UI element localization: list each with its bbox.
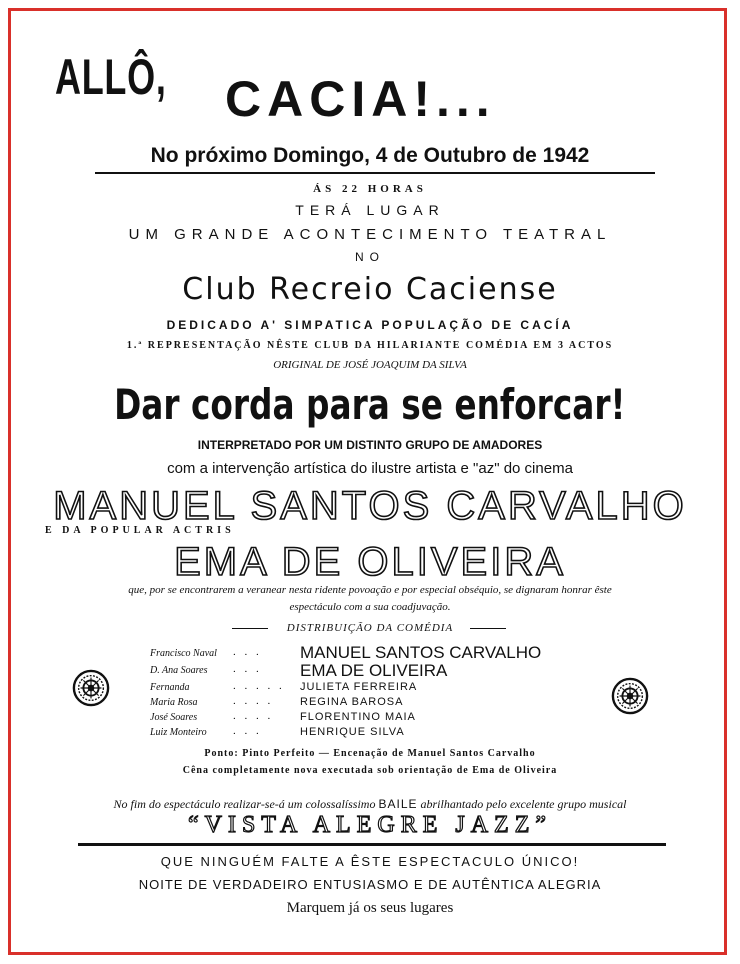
leader-dots: . . . xyxy=(233,725,262,737)
credits-line-2: Cêna completamente nova executada sob orientação de Ema de Oliveira xyxy=(182,765,558,776)
star-ema: EMA DE OLIVEIRA xyxy=(174,540,566,584)
band-underline xyxy=(78,843,666,846)
character-name: Luiz Monteiro xyxy=(150,727,207,738)
leader-dots: . . . . xyxy=(233,695,274,707)
dedication-line: DEDICADO A' SIMPATICA POPULAÇÃO DE CACÍA xyxy=(166,318,574,332)
thanks-line-1: que, por se encontrarem a veranear nesta ridente povoação e por especial obséquio, se dignaram honrar êste xyxy=(128,584,612,596)
actor-name: REGINA BAROSA xyxy=(300,696,404,708)
footer-line-2: NOITE DE VERDADEIRO ENTUSIASMO E DE AUTÊNTICA ALEGRIA xyxy=(138,877,602,892)
character-name: José Soares xyxy=(150,712,198,723)
baile-word: BAILE xyxy=(378,797,418,811)
tera-lugar: TERÁ LUGAR xyxy=(295,202,445,218)
no-label: NO xyxy=(355,250,385,264)
rosette-icon xyxy=(611,677,649,715)
actor-name: HENRIQUE SILVA xyxy=(300,726,405,738)
dance-text-before: No fim do espectáculo realizar-se-á um colossalíssimo xyxy=(113,797,376,811)
leader-dots: . . . . . xyxy=(233,680,285,692)
cast-rule-right xyxy=(470,628,506,629)
rosette-icon xyxy=(72,669,110,707)
band-name: “VISTA ALEGRE JAZZ” xyxy=(187,812,553,838)
credits-line-1: Ponto: Pinto Perfeito — Encenação de Manuel Santos Carvalho xyxy=(204,748,536,759)
actor-name: MANUEL SANTOS CARVALHO xyxy=(300,643,542,662)
character-name: D. Ana Soares xyxy=(150,665,208,676)
character-name: Francisco Naval xyxy=(150,648,217,659)
footer-line-3: Marquem já os seus lugares xyxy=(286,900,454,916)
character-name: Maria Rosa xyxy=(150,697,198,708)
date-underline xyxy=(95,172,655,174)
dance-line xyxy=(0,797,740,812)
actor-name: JULIETA FERREIRA xyxy=(300,681,418,693)
performers-line: INTERPRETADO POR UM DISTINTO GRUPO DE AMADORES xyxy=(197,438,543,452)
headline-allo: ALLÔ, xyxy=(55,49,167,105)
actor-name: EMA DE OLIVEIRA xyxy=(300,661,448,680)
intervention-line: com a intervenção artística do ilustre artista e "az" do cinema xyxy=(167,460,573,477)
original-author: ORIGINAL DE JOSÉ JOAQUIM DA SILVA xyxy=(273,359,467,371)
date-line: No próximo Domingo, 4 de Outubro de 1942 xyxy=(150,144,590,167)
popular-actress-label: E DA POPULAR ACTRIS xyxy=(45,525,235,536)
club-name: Club Recreio Caciense xyxy=(182,272,558,307)
leader-dots: . . . xyxy=(233,663,262,675)
leader-dots: . . . . xyxy=(233,710,274,722)
headline-cacia: CACIA!... xyxy=(225,71,496,127)
play-title: Dar corda para se enforcar! xyxy=(114,380,626,429)
first-show-line: 1.ª REPRESENTAÇÃO NÊSTE CLUB DA HILARIANTE COMÉDIA EM 3 ACTOS xyxy=(126,340,614,351)
dance-text-after: abrilhantado pelo excelente grupo musical xyxy=(420,797,627,811)
star-manuel: MANUEL SANTOS CARVALHO xyxy=(53,484,687,528)
leader-dots: . . . xyxy=(233,646,262,658)
cast-heading: DISTRIBUIÇÃO DA COMÉDIA xyxy=(286,622,454,634)
show-time: ÁS 22 HORAS xyxy=(313,183,427,195)
actor-name: FLORENTINO MAIA xyxy=(300,711,416,723)
event-announcement: UM GRANDE ACONTECIMENTO TEATRAL xyxy=(128,226,612,243)
character-name: Fernanda xyxy=(150,682,190,693)
footer-line-1: QUE NINGUÉM FALTE A ÊSTE ESPECTACULO ÚNICO! xyxy=(160,854,580,869)
thanks-line-2: espectáculo com a sua coadjuvação. xyxy=(289,601,451,613)
